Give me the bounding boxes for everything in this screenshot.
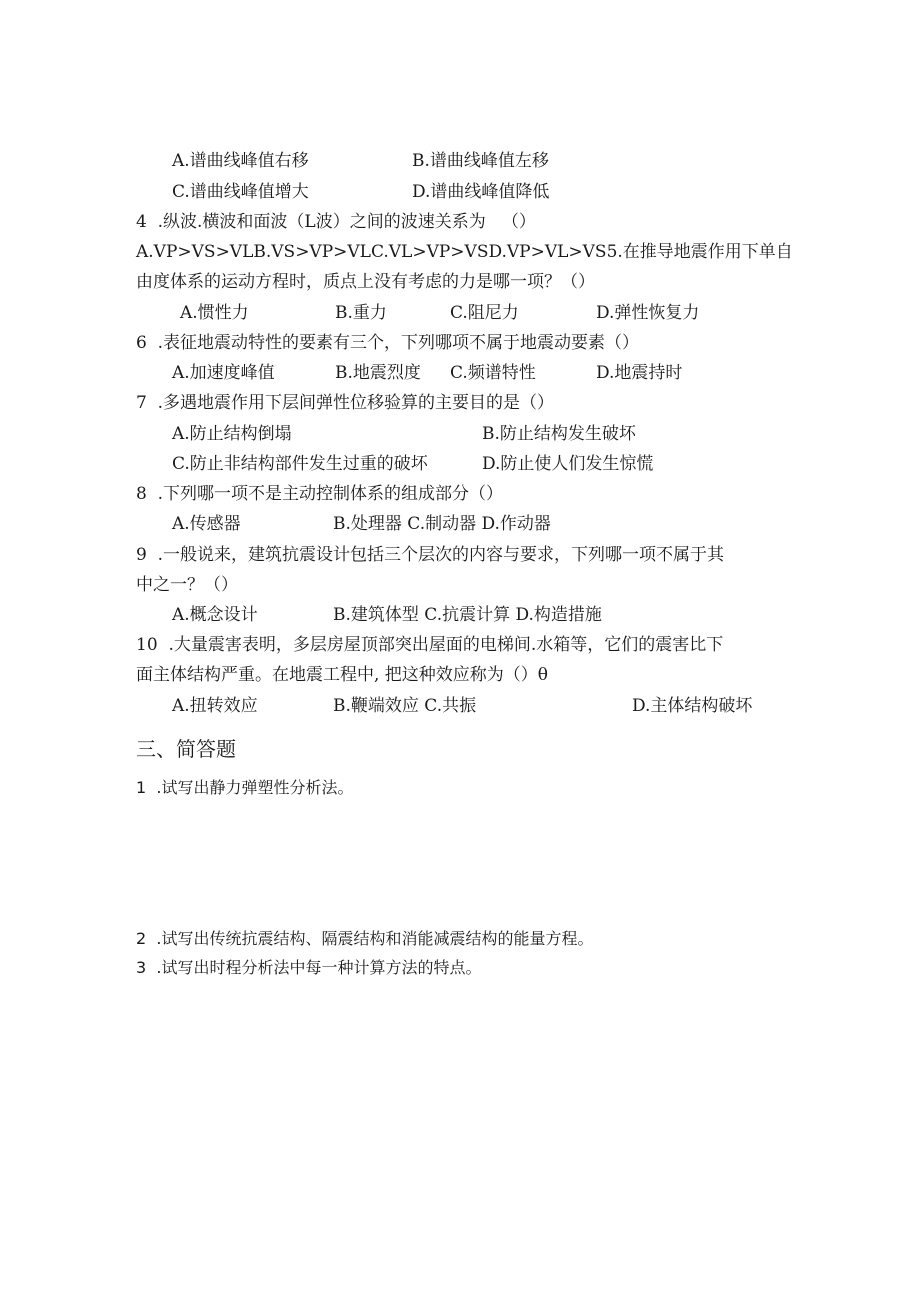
q5-option-d: D.弹性恢复力 [596,303,700,323]
q7-option-d: D.防止使人们发生惊慌 [482,454,654,474]
short-answer-q1: 1 .试写出静力弹塑性分析法。 [136,778,354,797]
q4-stem: 4 .纵波.横波和面波（L波）之间的波速关系为 （） [136,212,536,232]
q7-option-a: A.防止结构倒塌 [172,424,292,444]
q5-option-a: A.惯性力 [180,303,249,323]
q8-options-bcd: B.处理器 C.制动器 D.作动器 [333,514,551,534]
short-answer-q2: 2 .试写出传统抗震结构、隔震结构和消能减震结构的能量方程。 [136,929,594,948]
q8-stem: 8 .下列哪一项不是主动控制体系的组成部分（） [136,484,504,504]
q7-option-c: C.防止非结构部件发生过重的破坏 [172,454,428,474]
q6-option-b: B.地震烈度 [335,363,421,383]
q9-stem-cont: 中之一？（） [136,575,238,595]
q10-option-d: D.主体结构破坏 [632,696,753,716]
q10-options-bc: B.鞭端效应 C.共振 [333,696,477,716]
q10-stem: 10 .大量震害表明，多层房屋顶部突出屋面的电梯间.水箱等，它们的震害比下 [136,635,724,655]
short-answer-q3: 3 .试写出时程分析法中每一种计算方法的特点。 [136,958,482,977]
q6-option-c: C.频谱特性 [450,363,536,383]
q9-options-bcd: B.建筑体型 C.抗震计算 D.构造措施 [333,605,602,625]
q6-stem: 6 .表征地震动特性的要素有三个，下列哪项不属于地震动要素（） [136,333,640,353]
q3-option-a: A.谱曲线峰值右移 [172,151,309,171]
q3-option-d: D.谱曲线峰值降低 [412,182,550,202]
q10-option-a: A.扭转效应 [172,696,258,716]
q6-option-a: A.加速度峰值 [172,363,275,383]
q7-option-b: B.防止结构发生破坏 [482,424,636,444]
q3-option-c: C.谱曲线峰值增大 [172,182,309,202]
q9-stem: 9 .一般说来，建筑抗震设计包括三个层次的内容与要求，下列哪一项不属于其 [136,545,725,565]
q5-option-b: B.重力 [335,303,387,323]
q8-option-a: A.传感器 [172,514,241,534]
q5-stem: 由度体系的运动方程时，质点上没有考虑的力是哪一项？（） [136,272,595,292]
q5-option-c: C.阻尼力 [450,303,519,323]
section-heading: 三、简答题 [136,737,236,761]
q6-option-d: D.地震持时 [596,363,683,383]
q7-stem: 7 .多遇地震作用下层间弹性位移验算的主要目的是（） [136,393,555,413]
q10-stem-cont: 面主体结构严重。在地震工程中, 把这种效应称为（）θ [136,665,549,685]
q3-option-b: B.谱曲线峰值左移 [412,151,549,171]
q4-options-line: A.VP>VS>VLB.VS>VP>VLC.VL>VP>VSD.VP>VL>VS5.在推导地震作用下单自 [136,242,793,262]
q9-option-a: A.概念设计 [172,605,258,625]
